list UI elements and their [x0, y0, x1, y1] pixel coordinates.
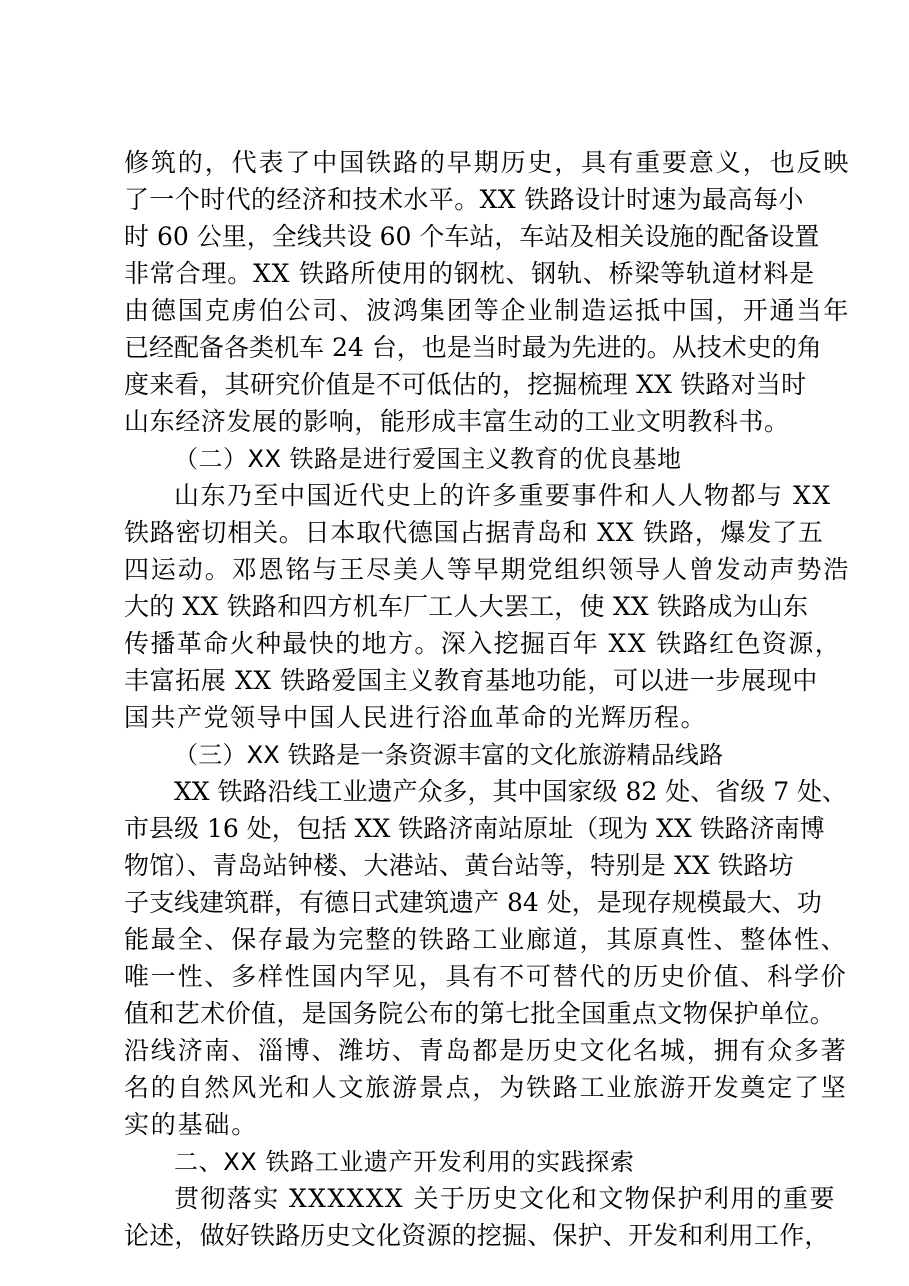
- paragraph-line: 山东经济发展的影响，能形成丰富生动的工业文明教科书。: [124, 407, 790, 436]
- paragraph-line: 大的 XX 铁路和四方机车厂工人大罢工，使 XX 铁路成为山东: [124, 592, 809, 621]
- paragraph-line: 由德国克虏伯公司、波鸿集团等企业制造运抵中国，开通当年: [124, 296, 851, 325]
- paragraph-line: 非常合理。XX 铁路所使用的钢枕、钢轨、桥梁等轨道材料是: [124, 259, 815, 288]
- paragraph-line: 丰富拓展 XX 铁路爱国主义教育基地功能，可以进一步展现中: [124, 666, 818, 695]
- paragraph-line: 四运动。邓恩铭与王尽美人等早期党组织领导人曾发动声势浩: [124, 555, 851, 584]
- paragraph-line: 名的自然风光和人文旅游景点，为铁路工业旅游开发奠定了坚: [124, 1073, 848, 1102]
- paragraph-line: 已经配备各类机车 24 台，也是当时最为先进的。从技术史的角: [124, 333, 822, 362]
- paragraph-line: 山东乃至中国近代史上的许多重要事件和人人物都与 XX: [174, 481, 832, 510]
- section-heading: （二）XX 铁路是进行爱国主义教育的优良基地: [174, 445, 682, 473]
- paragraph-line: 值和艺术价值，是国务院公布的第七批全国重点文物保护单位。: [124, 999, 836, 1028]
- paragraph-line: 论述，做好铁路历史文化资源的挖掘、保护、开发和利用工作，: [124, 1221, 830, 1250]
- paragraph-line: 物馆）、青岛站钟楼、大港站、黄台站等，特别是 XX 铁路坊: [124, 851, 794, 880]
- paragraph-line: 市县级 16 处，包括 XX 铁路济南站原址（现为 XX 铁路济南博: [124, 814, 825, 843]
- paragraph-line: 度来看，其研究价值是不可低估的，挖掘梳理 XX 铁路对当时: [124, 370, 807, 399]
- paragraph-line: 时 60 公里，全线共设 60 个车站，车站及相关设施的配备设置: [124, 222, 820, 251]
- paragraph-line: 铁路密切相关。日本取代德国占据青岛和 XX 铁路，爆发了五: [124, 518, 824, 547]
- section-heading: （三）XX 铁路是一条资源丰富的文化旅游精品线路: [174, 741, 724, 769]
- paragraph-line: 能最全、保存最为完整的铁路工业廊道，其原真性、整体性、: [124, 925, 848, 954]
- chapter-heading: 二、XX 铁路工业遗产开发利用的实践探索: [174, 1148, 635, 1176]
- paragraph-line: 传播革命火种最快的地方。深入挖掘百年 XX 铁路红色资源，: [124, 629, 842, 658]
- paragraph-line: 沿线济南、淄博、潍坊、青岛都是历史文化名城，拥有众多著: [124, 1036, 848, 1065]
- paragraph-line: 了一个时代的经济和技术水平。XX 铁路设计时速为最高每小: [124, 185, 804, 214]
- paragraph-line: 实的基础。: [124, 1110, 259, 1139]
- paragraph-line: 子支线建筑群，有德日式建筑遗产 84 处，是现存规模最大、功: [124, 888, 822, 917]
- paragraph-line: XX 铁路沿线工业遗产众多，其中国家级 82 处、省级 7 处、: [174, 777, 848, 806]
- paragraph-line: 贯彻落实 XXXXXX 关于历史文化和文物保护利用的重要: [174, 1184, 836, 1213]
- paragraph-line: 国共产党领导中国人民进行浴血革命的光辉历程。: [124, 703, 708, 732]
- paragraph-line: 唯一性、多样性国内罕见，具有不可替代的历史价值、科学价: [124, 962, 848, 991]
- paragraph-line: 修筑的，代表了中国铁路的早期历史，具有重要意义，也反映: [124, 148, 851, 177]
